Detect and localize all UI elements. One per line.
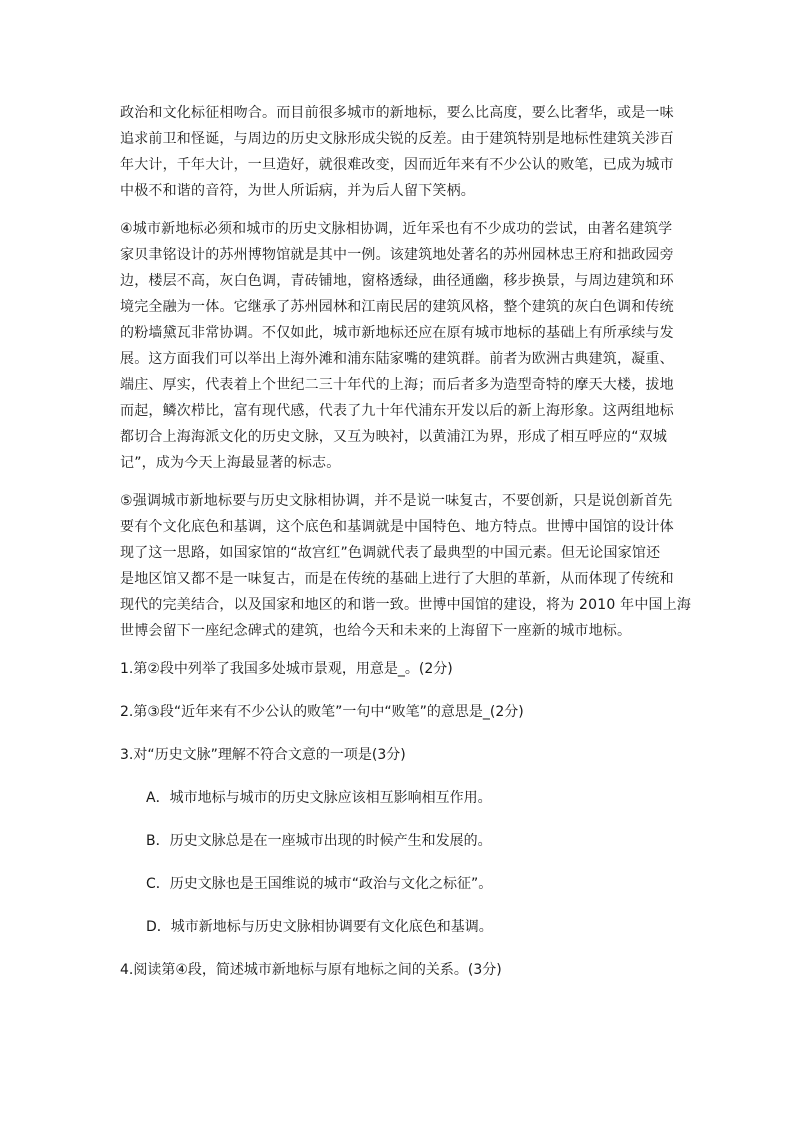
text-line: 而起，鳞次栉比，富有现代感，代表了九十年代浦东开发以后的新上海形象。这两组地标	[120, 403, 674, 419]
text-line: 现了这一思路，如国家馆的“故宫红”色调就代表了最典型的中国元素。但无论国家馆还	[120, 545, 661, 561]
text-line: 追求前卫和怪诞，与周边的历史文脉形成尖锐的反差。由于建筑特别是地标性建筑关涉百	[120, 131, 674, 147]
question-3: 3.对“历史文脉”理解不符合文意的一项是(3分)	[120, 747, 406, 763]
text-line: 年大计，千年大计，一旦造好，就很难改变，因而近年来有不少公认的败笔，已成为城市	[120, 157, 674, 173]
text-line: 境完全融为一体。它继承了苏州园林和江南民居的建筑风格，整个建筑的灰白色调和传统	[120, 299, 674, 315]
question-1: 1.第②段中列举了我国多处城市景观，用意是_。(2分)	[120, 661, 453, 677]
text-line: 是地区馆又都不是一味复古，而是在传统的基础上进行了大胆的革新，从而体现了传统和	[120, 571, 674, 587]
document-page	[120, 100, 692, 1000]
question-4: 4.阅读第④段，简述城市新地标与原有地标之间的关系。(3分)	[120, 962, 502, 978]
paragraph-3-continued	[120, 100, 676, 204]
paragraph-5	[120, 488, 692, 644]
text-line: 都切合上海海派文化的历史文脉，又互为映衬，以黄浦江为界，形成了相互呼应的“双城	[120, 429, 668, 445]
question-3-option-c: C．历史文脉也是王国维说的城市“政治与文化之标征”。	[146, 876, 493, 892]
text-line: 家贝聿铭设计的苏州博物馆就是其中一例。该建筑地处著名的苏州园林忠王府和拙政园旁	[120, 247, 674, 263]
text-line: 中极不和谐的音符，为世人所诟病，并为后人留下笑柄。	[120, 183, 475, 199]
text-line: 端庄、厚实，代表着上个世纪二三十年代的上海；而后者多为造型奇特的摩天大楼，拔地	[120, 377, 674, 393]
question-3-option-d: D．城市新地标与历史文脉相协调要有文化底色和基调。	[146, 919, 493, 935]
text-line: ⑤强调城市新地标要与历史文脉相协调，并不是说一味复古，不要创新，只是说创新首先	[120, 493, 673, 509]
text-line: 现代的完美结合，以及国家和地区的和谐一致。世博中国馆的建设，将为 2010 年中国上海	[120, 597, 692, 613]
text-line: 政治和文化标征相吻合。而目前很多城市的新地标，要么比高度，要么比奢华，或是一味	[120, 105, 674, 121]
text-line: 世博会留下一座纪念碑式的建筑，也给今天和未来的上海留下一座新的城市地标。	[120, 623, 632, 639]
text-line: 的粉墙黛瓦非常协调。不仅如此，城市新地标还应在原有城市地标的基础上有所承续与发	[120, 325, 674, 341]
text-line: 记”，成为今天上海最显著的标志。	[120, 455, 341, 471]
question-3-option-a: A．城市地标与城市的历史文脉应该相互影响相互作用。	[146, 790, 492, 806]
question-2: 2.第③段“近年来有不少公认的败笔”一句中“败笔”的意思是_(2分)	[120, 704, 524, 720]
text-line: ④城市新地标必须和城市的历史文脉相协调，近年采也有不少成功的尝试，由著名建筑学	[120, 221, 673, 237]
text-line: 展。这方面我们可以举出上海外滩和浦东陆家嘴的建筑群。前者为欧洲古典建筑，凝重、	[120, 351, 674, 367]
text-line: 边，楼层不高，灰白色调，青砖铺地，窗格透绿，曲径通幽，移步换景，与周边建筑和环	[120, 273, 674, 289]
text-line: 要有个文化底色和基调，这个底色和基调就是中国特色、地方特点。世博中国馆的设计体	[120, 519, 674, 535]
question-3-option-b: B．历史文脉总是在一座城市出现的时候产生和发展的。	[146, 833, 492, 849]
paragraph-4	[120, 216, 676, 476]
